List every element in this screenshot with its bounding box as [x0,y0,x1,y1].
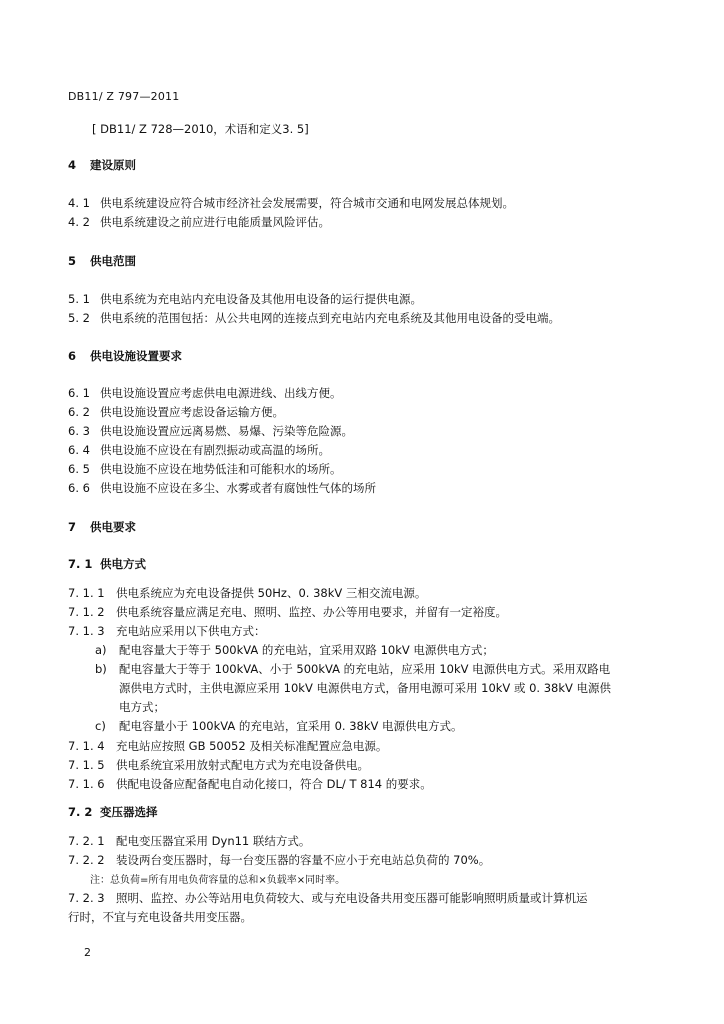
clause-4-2: 4. 2 供电系统建设之前应进行电能质量风险评估。 [68,215,330,229]
list-item-b-line2: 源供电方式时，主供电源应采用 10kV 电源供电方式，备用电源可采用 10kV 或 0. 38kV 电源供 [119,681,612,695]
clause-7-1-1: 7. 1. 1 供电系统应为充电设备提供 50Hz、0. 38kV 三相交流电源。 [68,586,427,600]
list-item-a: a) 配电容量大于等于 500kVA 的充电站，宜采用双路 10kV 电源供电方式； [95,643,494,657]
list-item-b-line3: 电方式； [119,700,165,714]
reference-note: [ DB11/ Z 728—2010，术语和定义3. 5] [92,122,309,136]
clause-6-3: 6. 3 供电设施设置应远离易燃、易爆、污染等危险源。 [68,424,353,438]
document-header: DB11/ Z 797—2011 [68,90,180,103]
list-item-c: c) 配电容量小于 100kVA 的充电站，宜采用 0. 38kV 电源供电方式。 [95,719,463,733]
clause-5-2: 5. 2 供电系统的范围包括：从公共电网的连接点到充电站内充电系统及其他用电设备的受电端。 [68,311,560,325]
clause-6-2: 6. 2 供电设施设置应考虑设备运输方便。 [68,405,284,419]
clause-7-2-3-line2: 行时，不宜与充电设备共用变压器。 [68,910,252,924]
clause-7-1-4: 7. 1. 4 充电站应按照 GB 50052 及相关标准配置应急电源。 [68,739,388,753]
clause-7-1-6: 7. 1. 6 供配电设备应配备配电自动化接口，符合 DL/ T 814 的要求。 [68,777,432,791]
clause-7-2-1: 7. 2. 1 配电变压器宜采用 Dyn11 联结方式。 [68,834,311,848]
clause-6-1: 6. 1 供电设施设置应考虑供电电源进线、出线方便。 [68,386,342,400]
clause-6-4: 6. 4 供电设施不应设在有剧烈振动或高温的场所。 [68,443,330,457]
section-7-1-heading: 7. 1 供电方式 [68,557,146,571]
clause-7-1-5: 7. 1. 5 供电系统宜采用放射式配电方式为充电设备供电。 [68,758,369,772]
clause-7-1-3: 7. 1. 3 充电站应采用以下供电方式： [68,624,266,638]
section-5-heading: 5 供电范围 [68,254,136,268]
list-item-b: b) 配电容量大于等于 100kVA、小于 500kVA 的充电站，应采用 10kV 电源供电方式。采用双路电 [95,662,611,676]
page-number: 2 [84,946,91,959]
note: 注：总负荷=所有用电负荷容量的总和×负载率×同时率。 [90,875,346,886]
clause-6-6: 6. 6 供电设施不应设在多尘、水雾或者有腐蚀性气体的场所 [68,481,376,495]
clause-6-5: 6. 5 供电设施不应设在地势低洼和可能积水的场所。 [68,462,342,476]
clause-7-2-2: 7. 2. 2 装设两台变压器时，每一台变压器的容量不应小于充电站总负荷的 70%。 [68,853,491,867]
clause-4-1: 4. 1 供电系统建设应符合城市经济社会发展需要，符合城市交通和电网发展总体规划。 [68,196,514,210]
section-7-2-heading: 7. 2 变压器选择 [68,805,158,819]
clause-7-1-2: 7. 1. 2 供电系统容量应满足充电、照明、监控、办公等用电要求，并留有一定裕度。 [68,605,507,619]
section-4-heading: 4 建设原则 [68,158,136,172]
clause-7-2-3: 7. 2. 3 照明、监控、办公等站用电负荷较大、或与充电设备共用变压器可能影响照明质量或计算机运 [68,891,588,905]
section-7-heading: 7 供电要求 [68,520,136,534]
section-6-heading: 6 供电设施设置要求 [68,349,182,363]
clause-5-1: 5. 1 供电系统为充电站内充电设备及其他用电设备的运行提供电源。 [68,292,422,306]
